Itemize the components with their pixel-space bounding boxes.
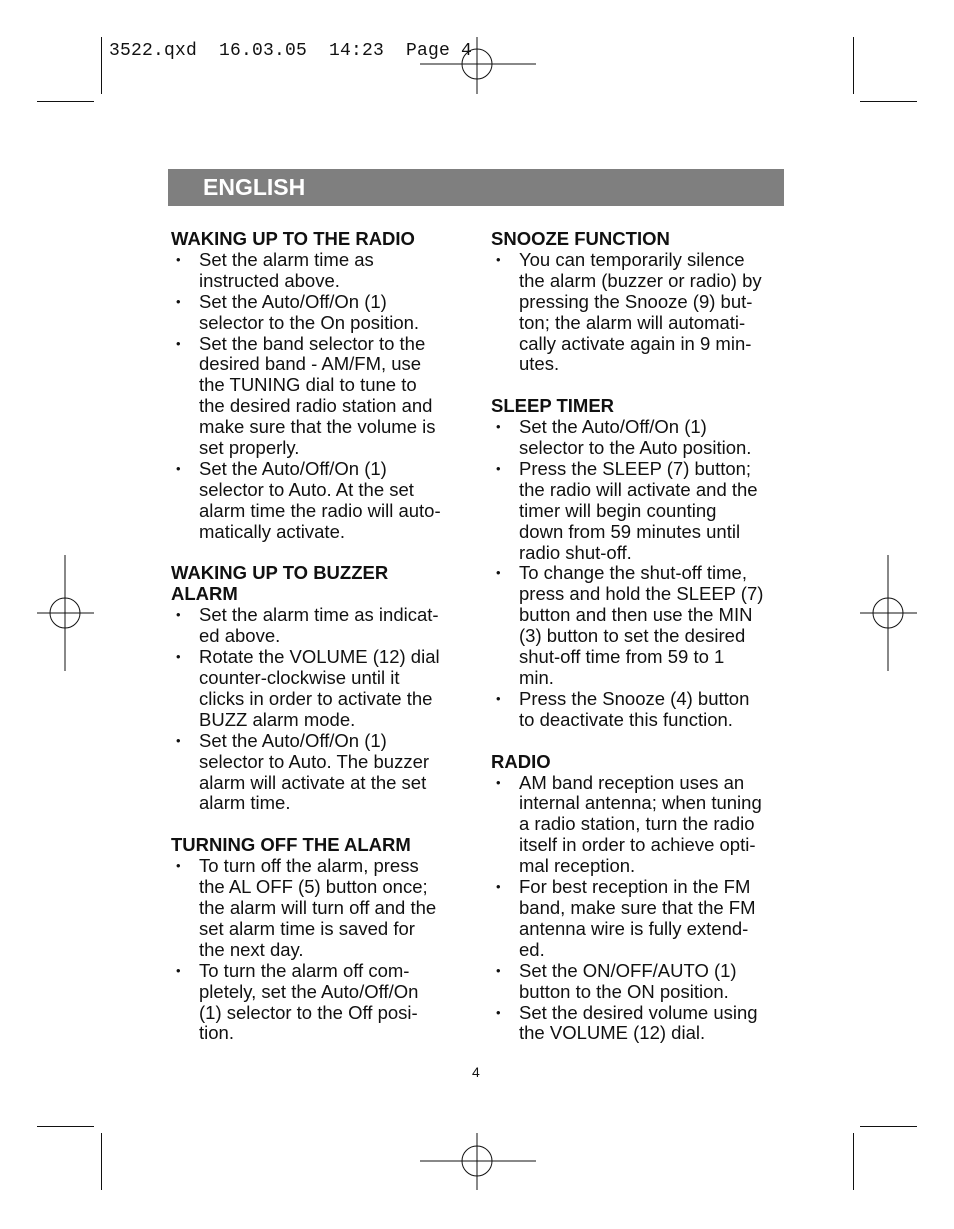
crop-mark [853,37,854,94]
list-item: • Set the alarm time as instructed above. [171,250,471,292]
list-item: • Set the desired volume using the VOLUME (12) dial. [491,1003,791,1045]
list-item: • For best reception in the FM band, make sure that the FM antenna wire is fully extend- ed. [491,877,791,961]
list-item: • To turn the alarm off com- pletely, set the Auto/Off/On (1) selector to the Off posi- tion. [171,961,471,1045]
list-item: • To turn off the alarm, press the AL OFF (5) button once; the alarm will turn off and the set alarm time is saved for the next day. [171,856,471,961]
bullet-list [491,417,791,731]
page-number: 4 [472,1064,480,1080]
registration-mark-right [860,555,917,671]
crop-mark [37,101,94,102]
registration-mark-bottom [420,1133,536,1190]
bullet-list [491,250,791,375]
list-item: • AM band reception uses an internal antenna; when tuning a radio station, turn the radio itself in order to achieve opti- mal reception. [491,773,791,878]
list-item: • Press the Snooze (4) button to deactivate this function. [491,689,791,731]
crop-mark [860,1126,917,1127]
list-item: • Set the Auto/Off/On (1) selector to Auto. The buzzer alarm will activate at the set alarm time. [171,731,471,815]
section-heading-waking-radio: WAKING UP TO THE RADIO [171,228,415,249]
print-slug: 3522.qxd 16.03.05 14:23 Page 4 [109,41,473,61]
section-heading-snooze: SNOOZE FUNCTION [491,228,670,249]
list-item: • Set the Auto/Off/On (1) selector to Auto. At the set alarm time the radio will auto- matically activate. [171,459,471,543]
list-item: • You can temporarily silence the alarm (buzzer or radio) by pressing the Snooze (9) but- ton; the alarm will automati- cally activate again in 9 min- utes. [491,250,791,375]
crop-mark [101,1133,102,1190]
language-banner [168,169,784,206]
list-item: • Set the ON/OFF/AUTO (1) button to the ON position. [491,961,791,1003]
list-item: • Set the Auto/Off/On (1) selector to the On position. [171,292,471,334]
list-item: • Set the band selector to the desired band - AM/FM, use the TUNING dial to tune to the desired radio station and make sure that the volume is set properly. [171,334,471,459]
crop-mark [101,37,102,94]
registration-mark-left [37,555,94,671]
right-column [491,229,791,1044]
bullet-list [171,250,471,543]
banner-title: ENGLISH [203,174,306,200]
list-item: • Set the Auto/Off/On (1) selector to the Auto position. [491,417,791,459]
section-heading-waking-buzzer: WAKING UP TO BUZZER ALARM [171,562,389,605]
bullet-list [171,605,471,814]
section-heading-turning-off: TURNING OFF THE ALARM [171,834,411,856]
list-item: • Press the SLEEP (7) button; the radio will activate and the timer will begin counting down from 59 minutes until radio shut-off. [491,459,791,564]
crop-mark [37,1126,94,1127]
list-item: • To change the shut-off time, press and hold the SLEEP (7) button and then use the MIN (3) button to set the desired shut-off time from 59 to 1 min. [491,563,791,688]
bullet-list [171,856,471,1044]
left-column [171,229,471,1044]
section-heading-radio: RADIO [491,750,551,772]
crop-mark [853,1133,854,1190]
section-heading-sleep-timer: SLEEP TIMER [491,395,615,417]
crop-mark [860,101,917,102]
list-item: • Set the alarm time as indicat- ed above. [171,605,471,647]
bullet-list [491,773,791,1045]
list-item: • Rotate the VOLUME (12) dial counter-clockwise until it clicks in order to activate the BUZZ alarm mode. [171,647,471,731]
